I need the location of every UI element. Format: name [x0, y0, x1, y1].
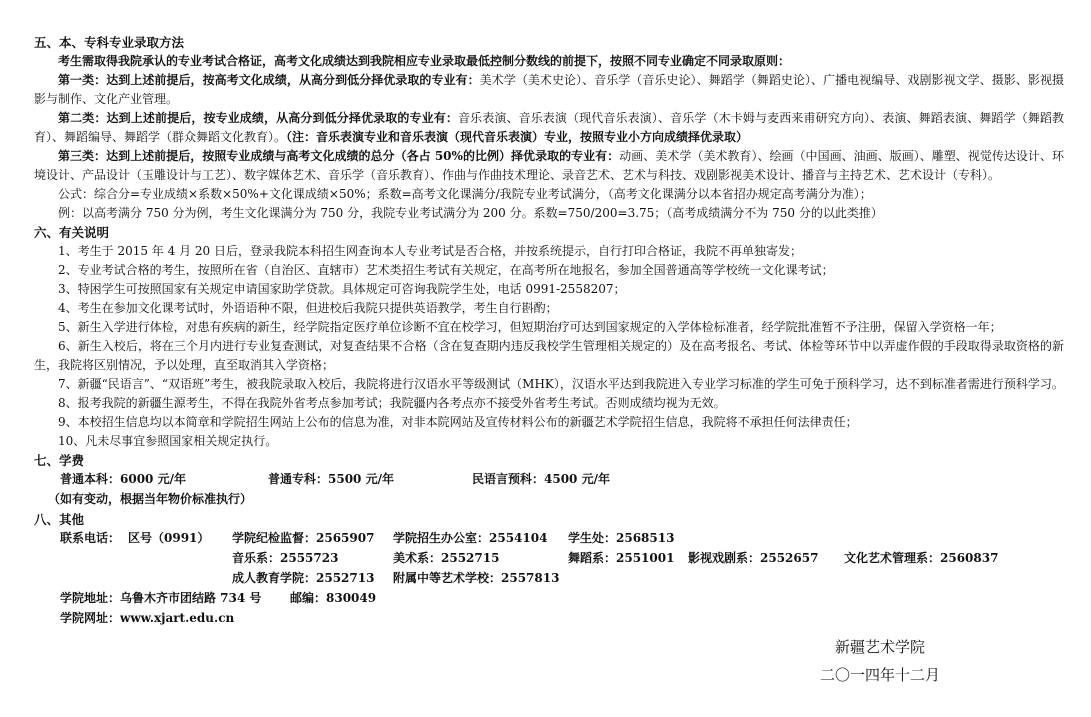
section-7 — [34, 451, 1064, 510]
website-row — [34, 609, 1064, 629]
note-item: 4、考生在参加文化课考试时，外语语种不限，但进校后我院只提供英语教学，考生自行斟酌； — [58, 301, 558, 315]
signature-block — [820, 633, 940, 689]
contact-row-3 — [34, 569, 1064, 589]
category-3-lead: 第三类：达到上述前提后，按照专业成绩与高考文化成绩的总分（各占 50%的比例）择优录取的专业有： — [58, 149, 620, 163]
note-item: 6、新生入校后，将在三个月内进行专业复查测试，对复查结果不合格（含在复查期内违反我校学生管理相关规定的）及在高考报名、考试、体检等环节中以弄虚作假的手段取得录取资格的新生，我院将区别情况，予以处理，直至取消其入学资格； — [34, 339, 1064, 372]
category-2 — [34, 109, 1064, 147]
tuition-note: （如有变动，根据当年物价标准执行） — [48, 492, 253, 506]
postcode: 邮编：830049 — [290, 591, 377, 605]
fee-undergraduate: 普通本科：6000 元/年 — [60, 472, 186, 486]
contact-row-2 — [34, 549, 1064, 569]
tuition-note-row — [34, 490, 1064, 510]
tuition-row — [34, 470, 1064, 490]
phone-adult-education: 成人教育学院：2552713 — [232, 571, 375, 585]
category-1-lead: 第一类：达到上述前提后，按高考文化成绩，从高分到低分择优录取的专业有： — [58, 73, 480, 87]
section-7-title: 七、学费 — [34, 453, 85, 468]
fee-junior-college: 普通专科：5500 元/年 — [268, 472, 394, 486]
category-3-majors: 动画、美术学（美术教育）、绘画（中国画、油画、版画）、雕塑、视觉传达设计、环境设计、产品设计（玉雕设计与工艺）、数字媒体艺术、音乐学（音乐教育）、作曲与作曲技术理论、录音艺术、艺术与科技、戏剧影视美术设计、播音与主持艺术、艺术设计（专科）。 — [34, 149, 1064, 182]
phone-music-dept: 音乐系：2555723 — [232, 551, 339, 565]
phone-admissions-office: 学院招生办公室：2554104 — [393, 531, 548, 545]
contact-row-1 — [34, 529, 1064, 549]
note-item: 2、专业考试合格的考生，按照所在省（自治区、直辖市）艺术类招生考试有关规定，在高考所在地报名，参加全国普通高等学校统一文化课考试； — [58, 263, 834, 277]
note-item: 10、凡未尽事宜参照国家相关规定执行。 — [58, 434, 278, 448]
note-item: 8、报考我院的新疆生源考生，不得在我院外省考点参加考试；我院疆内各考点亦不接受外省考生考试。否则成绩均视为无效。 — [58, 396, 726, 410]
section-8-title: 八、其他 — [34, 512, 85, 527]
phone-discipline-office: 学院纪检监督：2565907 — [232, 531, 375, 545]
admission-document — [34, 33, 1064, 629]
signature-date: 二〇一四年十二月 — [820, 666, 941, 684]
note-item: 1、考生于 2015 年 4 月 20 日后，登录我院本科招生网查询本人专业考试是否合格，并按系统提示，自行打印合格证，我院不再单独寄发； — [58, 244, 802, 258]
category-2-lead: 第二类：达到上述前提后，按专业成绩，从高分到低分择优录取的专业有： — [58, 111, 458, 125]
section-5-title: 五、本、专科专业录取方法 — [34, 35, 185, 50]
admission-intro: 考生需取得我院承认的专业考试合格证，高考文化成绩达到我院相应专业录取最低控制分数线的前提下，按照不同专业确定不同录取原则： — [58, 54, 791, 68]
note-item: 9、本校招生信息均以本简章和学院招生网站上公布的信息为准，对非本院网站及宣传材料公布的新疆艺术学院招生信息，我院将不承担任何法律责任； — [58, 415, 858, 429]
section-6-title: 六、有关说明 — [34, 225, 110, 240]
note-item: 3、特困学生可按照国家有关规定申请国家助学贷款。具体规定可咨询我院学生处，电话 0991-2558207； — [58, 282, 626, 296]
category-2-majors: 音乐表演、音乐表演（现代音乐表演）、音乐学（木卡姆与麦西来甫研究方向）、表演、舞蹈表演、舞蹈学（舞蹈教育）、舞蹈编导、舞蹈学（群众舞蹈文化教育）。 — [34, 111, 1064, 144]
score-formula: 公式：综合分=专业成绩×系数×50%+文化课成绩×50%；系数=高考文化课满分/我院专业考试满分，（高考文化课满分以本省招办规定高考满分为准）； — [58, 187, 872, 201]
area-code: 区号（0991） — [128, 531, 210, 545]
school-address: 学院地址：乌鲁木齐市团结路 734 号 — [60, 591, 262, 605]
category-1-majors: 美术学（美术史论）、音乐学（音乐史论）、舞蹈学（舞蹈史论）、广播电视编导、戏剧影视文学、摄影、影视摄影与制作、文化产业管理。 — [34, 73, 1064, 106]
signature-org: 新疆艺术学院 — [835, 638, 926, 656]
section-6 — [34, 223, 1064, 451]
address-row — [34, 589, 1064, 609]
note-item: 7、新疆“民语言”、“双语班”考生，被我院录取入校后，我院将进行汉语水平等级测试（MHK），汉语水平达到我院进入专业学习标准的学生可免于预科学习，达不到标准者需进行预科学习。 — [58, 377, 1064, 391]
phone-affiliated-school: 附属中等艺术学校：2557813 — [393, 571, 560, 585]
fee-preparatory: 民语言预科：4500 元/年 — [472, 472, 610, 486]
note-item: 5、新生入学进行体检，对患有疾病的新生，经学院指定医疗单位诊断不宜在校学习，但短期治疗可达到国家规定的入学体检标准者，经学院批准暂不予注册，保留入学资格一年； — [58, 320, 1002, 334]
phone-film-drama-dept: 影视戏剧系：2552657 — [688, 551, 819, 565]
school-website: 学院网址：www.xjart.edu.cn — [60, 611, 235, 625]
category-1 — [34, 71, 1064, 109]
phone-arts-management-dept: 文化艺术管理系：2560837 — [844, 551, 999, 565]
category-3 — [34, 147, 1064, 185]
phone-dance-dept: 舞蹈系：2551001 — [568, 551, 675, 565]
phone-student-affairs: 学生处：2568513 — [568, 531, 675, 545]
phone-label: 联系电话： — [60, 531, 121, 545]
section-5 — [34, 33, 1064, 223]
category-2-note: （注：音乐表演专业和音乐表演（现代音乐表演）专业，按照专业小方向成绩择优录取） — [286, 130, 749, 144]
phone-art-dept: 美术系：2552715 — [393, 551, 500, 565]
score-example: 例：以高考满分 750 分为例，考生文化课满分为 750 分，我院专业考试满分为 200 分。系数=750/200=3.75；（高考成绩满分不为 750 分的以此类推） — [58, 206, 883, 220]
section-8 — [34, 510, 1064, 629]
